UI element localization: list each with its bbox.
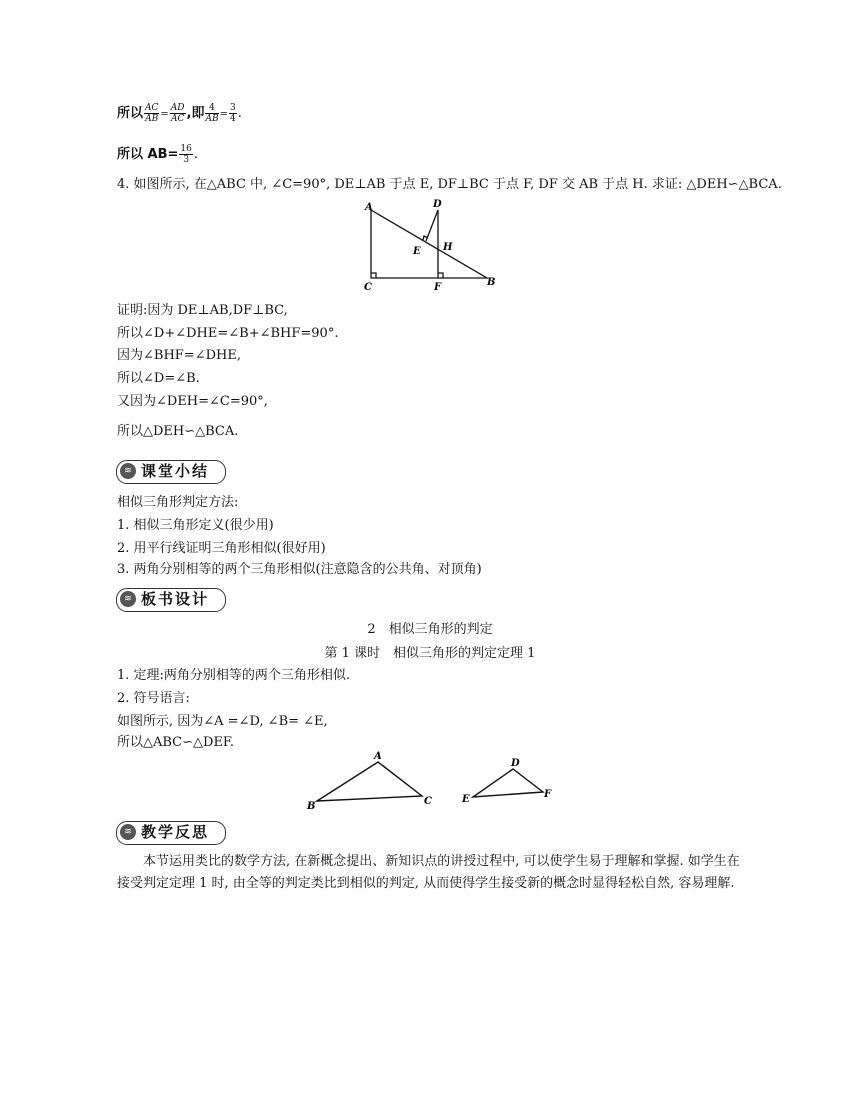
board-heading: 2 相似三角形的判定: [367, 622, 493, 637]
label-E: E: [462, 794, 470, 805]
label-D: D: [433, 199, 442, 210]
fraction: $\frac{3}{4}$: [229, 103, 236, 124]
board-line: 所以△ABC∽△DEF.: [117, 735, 235, 750]
proof-line: 因为∠BHF=∠DHE,: [117, 348, 241, 363]
summary-line: 3. 两角分别相等的两个三角形相似(注意隐含的公共角、对顶角): [117, 562, 482, 577]
summary-line: 相似三角形判定方法:: [117, 495, 239, 510]
label-A: A: [374, 751, 382, 762]
ab-result-line: 所以 AB= $\frac{16}{3}$ .: [117, 144, 198, 165]
book-icon: ≋: [120, 591, 136, 607]
label-H: H: [443, 242, 453, 253]
label-E: E: [413, 246, 421, 257]
section-badge-reflection: ≋ 教学反思: [116, 821, 226, 845]
problem-4-figure: [360, 196, 500, 296]
reflection-paragraph: 本节运用类比的数学方法, 在新概念提出、新知识点的讲授过程中, 可以使学生易于理解和掌握. 如学生在接受判定定理 1 时, 由全等的判定类比到相似的判定, 从而使得学生接受新的概念时显得轻松自然, 容易理解.: [117, 854, 740, 891]
proof-line: 所以∠D+∠DHE=∠B+∠BHF=90°.: [117, 326, 339, 341]
section-badge-summary: ≋ 课堂小结: [116, 460, 226, 484]
proof-line: 又因为∠DEH=∠C=90°,: [117, 394, 268, 409]
book-icon: ≋: [120, 463, 136, 479]
label-C: C: [364, 282, 372, 293]
summary-line: 1. 相似三角形定义(很少用): [117, 518, 274, 533]
board-line: 1. 定理:两角分别相等的两个三角形相似.: [117, 668, 351, 683]
fraction: $\frac{4}{AB}$: [205, 103, 219, 124]
fraction: $\frac{16}{3}$: [180, 144, 192, 165]
proof-line: 所以△DEH∽△BCA.: [117, 424, 239, 439]
label-D: D: [511, 758, 520, 769]
label-B: B: [487, 277, 496, 288]
label-C: C: [424, 796, 432, 807]
problem-4-text: 4. 如图所示, 在△ABC 中, ∠C=90°, DE⊥AB 于点 E, DF⊥BC 于点 F, DF 交 AB 于点 H. 求证: △DEH∽△BCA.: [117, 177, 782, 192]
fraction: $\frac{AD}{AC}$: [170, 103, 185, 124]
board-subheading: 第 1 课时 相似三角形的判定定理 1: [324, 646, 536, 661]
board-line: 2. 符号语言:: [117, 691, 190, 706]
similar-triangles-figure: [300, 748, 570, 812]
proof-line: 所以∠D=∠B.: [117, 371, 200, 386]
ratio-line: 所以 $\frac{AC}{AB}$ = $\frac{AD}{AC}$ ,即 $\frac{4}{AB}$ = $\frac{3}{4}$ .: [117, 103, 242, 124]
label-F: F: [434, 282, 442, 293]
book-icon: ≋: [120, 824, 136, 840]
label-B: B: [307, 801, 316, 812]
label-F: F: [544, 789, 552, 800]
board-line: 如图所示, 因为∠A =∠D, ∠B= ∠E,: [117, 714, 328, 729]
summary-line: 2. 用平行线证明三角形相似(很好用): [117, 541, 326, 556]
fraction: $\frac{AC}{AB}$: [145, 103, 159, 124]
proof-line: 证明:因为 DE⊥AB,DF⊥BC,: [117, 303, 288, 318]
section-badge-board: ≋ 板书设计: [116, 588, 226, 612]
label-A: A: [365, 202, 373, 213]
